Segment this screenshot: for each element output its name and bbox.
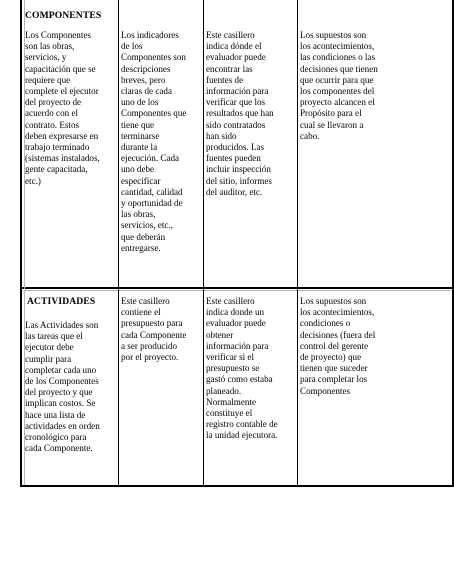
actividades-budget: Este casillero contiene el presupuesto para cada Componente a ser producido por el proyecto. (121, 296, 187, 363)
table-border-bottom (20, 485, 454, 487)
actividades-verification-sources: Este casillero indica donde un evaluador puede obtener información para verificar si el presupuesto se gastó como estaba planeado. Normalmente constituye el registro contable de la unidad ejecutora. (206, 296, 278, 441)
table-inner-shadow (23, 290, 451, 291)
componentes-verification-sources: Este casillero indica dónde el evaluador puede encontrar las fuentes de información para verificar que los resultados que han sido contratados han sido producidos. Las fuentes pueden incluir inspección del sitio, informes del auditor, etc. (206, 30, 274, 197)
actividades-description: Las Actividades son las tareas que el ejecutor debe cumplir para completar cada uno de los Componentes del proyecto y que implican costos. Se hace una lista de actividades en orden cronológico para cada Componente. (25, 320, 100, 454)
componentes-assumptions: Los supuestos son los acontecimientos, las condiciones o las decisiones que tienen que ocurrir para que los componentes del proyecto alcancen el Propósito para el cual se llevaron a cabo. (300, 30, 378, 141)
componentes-description: Los Componentes son las obras, servicios, y capacitación que se requiere que complete el ejecutor del proyecto de acuerdo con el contrato. Estos deben expresarse en trabajo terminado (sistemas instalados, gente capacitada, etc.) (25, 30, 100, 186)
row-title-componentes: COMPONENTES (25, 10, 102, 21)
actividades-assumptions: Los supuestos son los acontecimientos, condiciones o decisiones (fuera del control del gerente de proyecto) que tienen que suceder para completar los Componentes (300, 296, 376, 396)
row-title-actividades: ACTIVIDADES (27, 296, 96, 307)
componentes-indicators: Los indicadores de los Componentes son descripciones breves, pero claras de cada uno de los Componentes que tiene que terminarse durante la ejecución. Cada uno debe especificar cantidad, calidad y oportunidad de las obras, servicios, etc., que deberán entregarse. (121, 30, 187, 253)
table-row-divider (20, 287, 454, 289)
table-border-left (20, 0, 22, 487)
